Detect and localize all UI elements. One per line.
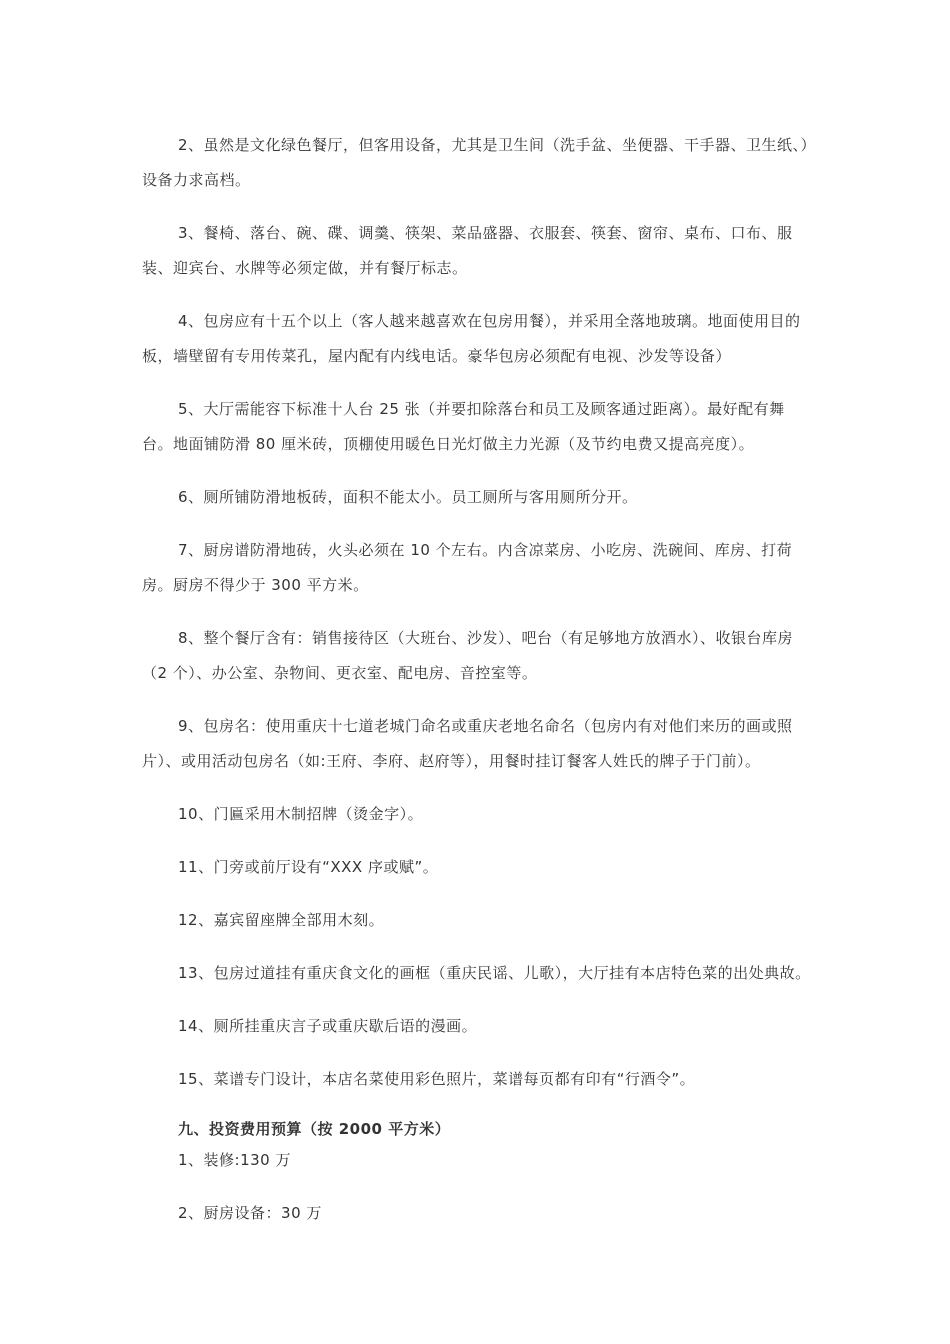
paragraph-item-15: 15、菜谱专门设计，本店名菜使用彩色照片，菜谱每页都有印有“行酒令”。 bbox=[178, 1070, 696, 1088]
paragraph-item-5: 5、大厅需能容下标准十人台 25 张（并要扣除落台和员工及顾客通过距离）。最好配有舞台。地面铺防滑 80 厘米砖，顶棚使用暖色日光灯做主力光源（及节约电费又提高亮度）。 bbox=[142, 400, 785, 453]
paragraph-item-13: 13、包房过道挂有重庆食文化的画框（重庆民谣、儿歌），大厅挂有本店特色菜的出处典故。 bbox=[178, 964, 811, 982]
paragraph-item-7: 7、厨房谱防滑地砖，火头必须在 10 个左右。内含凉菜房、小吃房、洗碗间、库房、打荷房。厨房不得少于 300 平方米。 bbox=[142, 541, 793, 594]
paragraph-item-8: 8、整个餐厅含有：销售接待区（大班台、沙发）、吧台（有足够地方放酒水）、收银台库房（2 个）、办公室、杂物间、更衣室、配电房、音控室等。 bbox=[142, 629, 794, 682]
paragraph-item-11: 11、门旁或前厅设有“XXX 序或赋”。 bbox=[178, 858, 439, 876]
paragraph-item-3: 3、餐椅、落台、碗、碟、调羹、筷架、菜品盛器、衣服套、筷套、窗帘、桌布、口布、服装、迎宾台、水牌等必须定做，并有餐厅标志。 bbox=[142, 224, 793, 277]
paragraph-item-4: 4、包房应有十五个以上（客人越来越喜欢在包房用餐），并采用全落地玻璃。地面使用目的板，墙壁留有专用传菜孔，屋内配有内线电话。豪华包房必须配有电视、沙发等设备） bbox=[142, 312, 801, 365]
paragraph-item-14: 14、厕所挂重庆言子或重庆歇后语的漫画。 bbox=[178, 1017, 478, 1035]
paragraph-item-6: 6、厕所铺防滑地板砖，面积不能太小。员工厕所与客用厕所分开。 bbox=[178, 488, 638, 506]
paragraph-item-10: 10、门匾采用木制招牌（烫金字）。 bbox=[178, 805, 424, 823]
section-heading-budget: 九、投资费用预算（按 2000 平方米） bbox=[178, 1120, 451, 1138]
paragraph-item-2: 2、虽然是文化绿色餐厅，但客用设备，尤其是卫生间（洗手盆、坐便器、干手器、卫生纸、）设备力求高档。 bbox=[142, 136, 809, 189]
document-body bbox=[142, 128, 812, 1249]
budget-item-kitchen: 2、厨房设备：30 万 bbox=[178, 1204, 322, 1222]
paragraph-item-12: 12、嘉宾留座牌全部用木刻。 bbox=[178, 911, 385, 929]
paragraph-item-9: 9、包房名：使用重庆十七道老城门命名或重庆老地名命名（包房内有对他们来历的画或照片）、或用活动包房名（如:王府、李府、赵府等），用餐时挂订餐客人姓氏的牌子于门前）。 bbox=[142, 717, 793, 770]
budget-item-decoration: 1、装修:130 万 bbox=[178, 1151, 291, 1169]
